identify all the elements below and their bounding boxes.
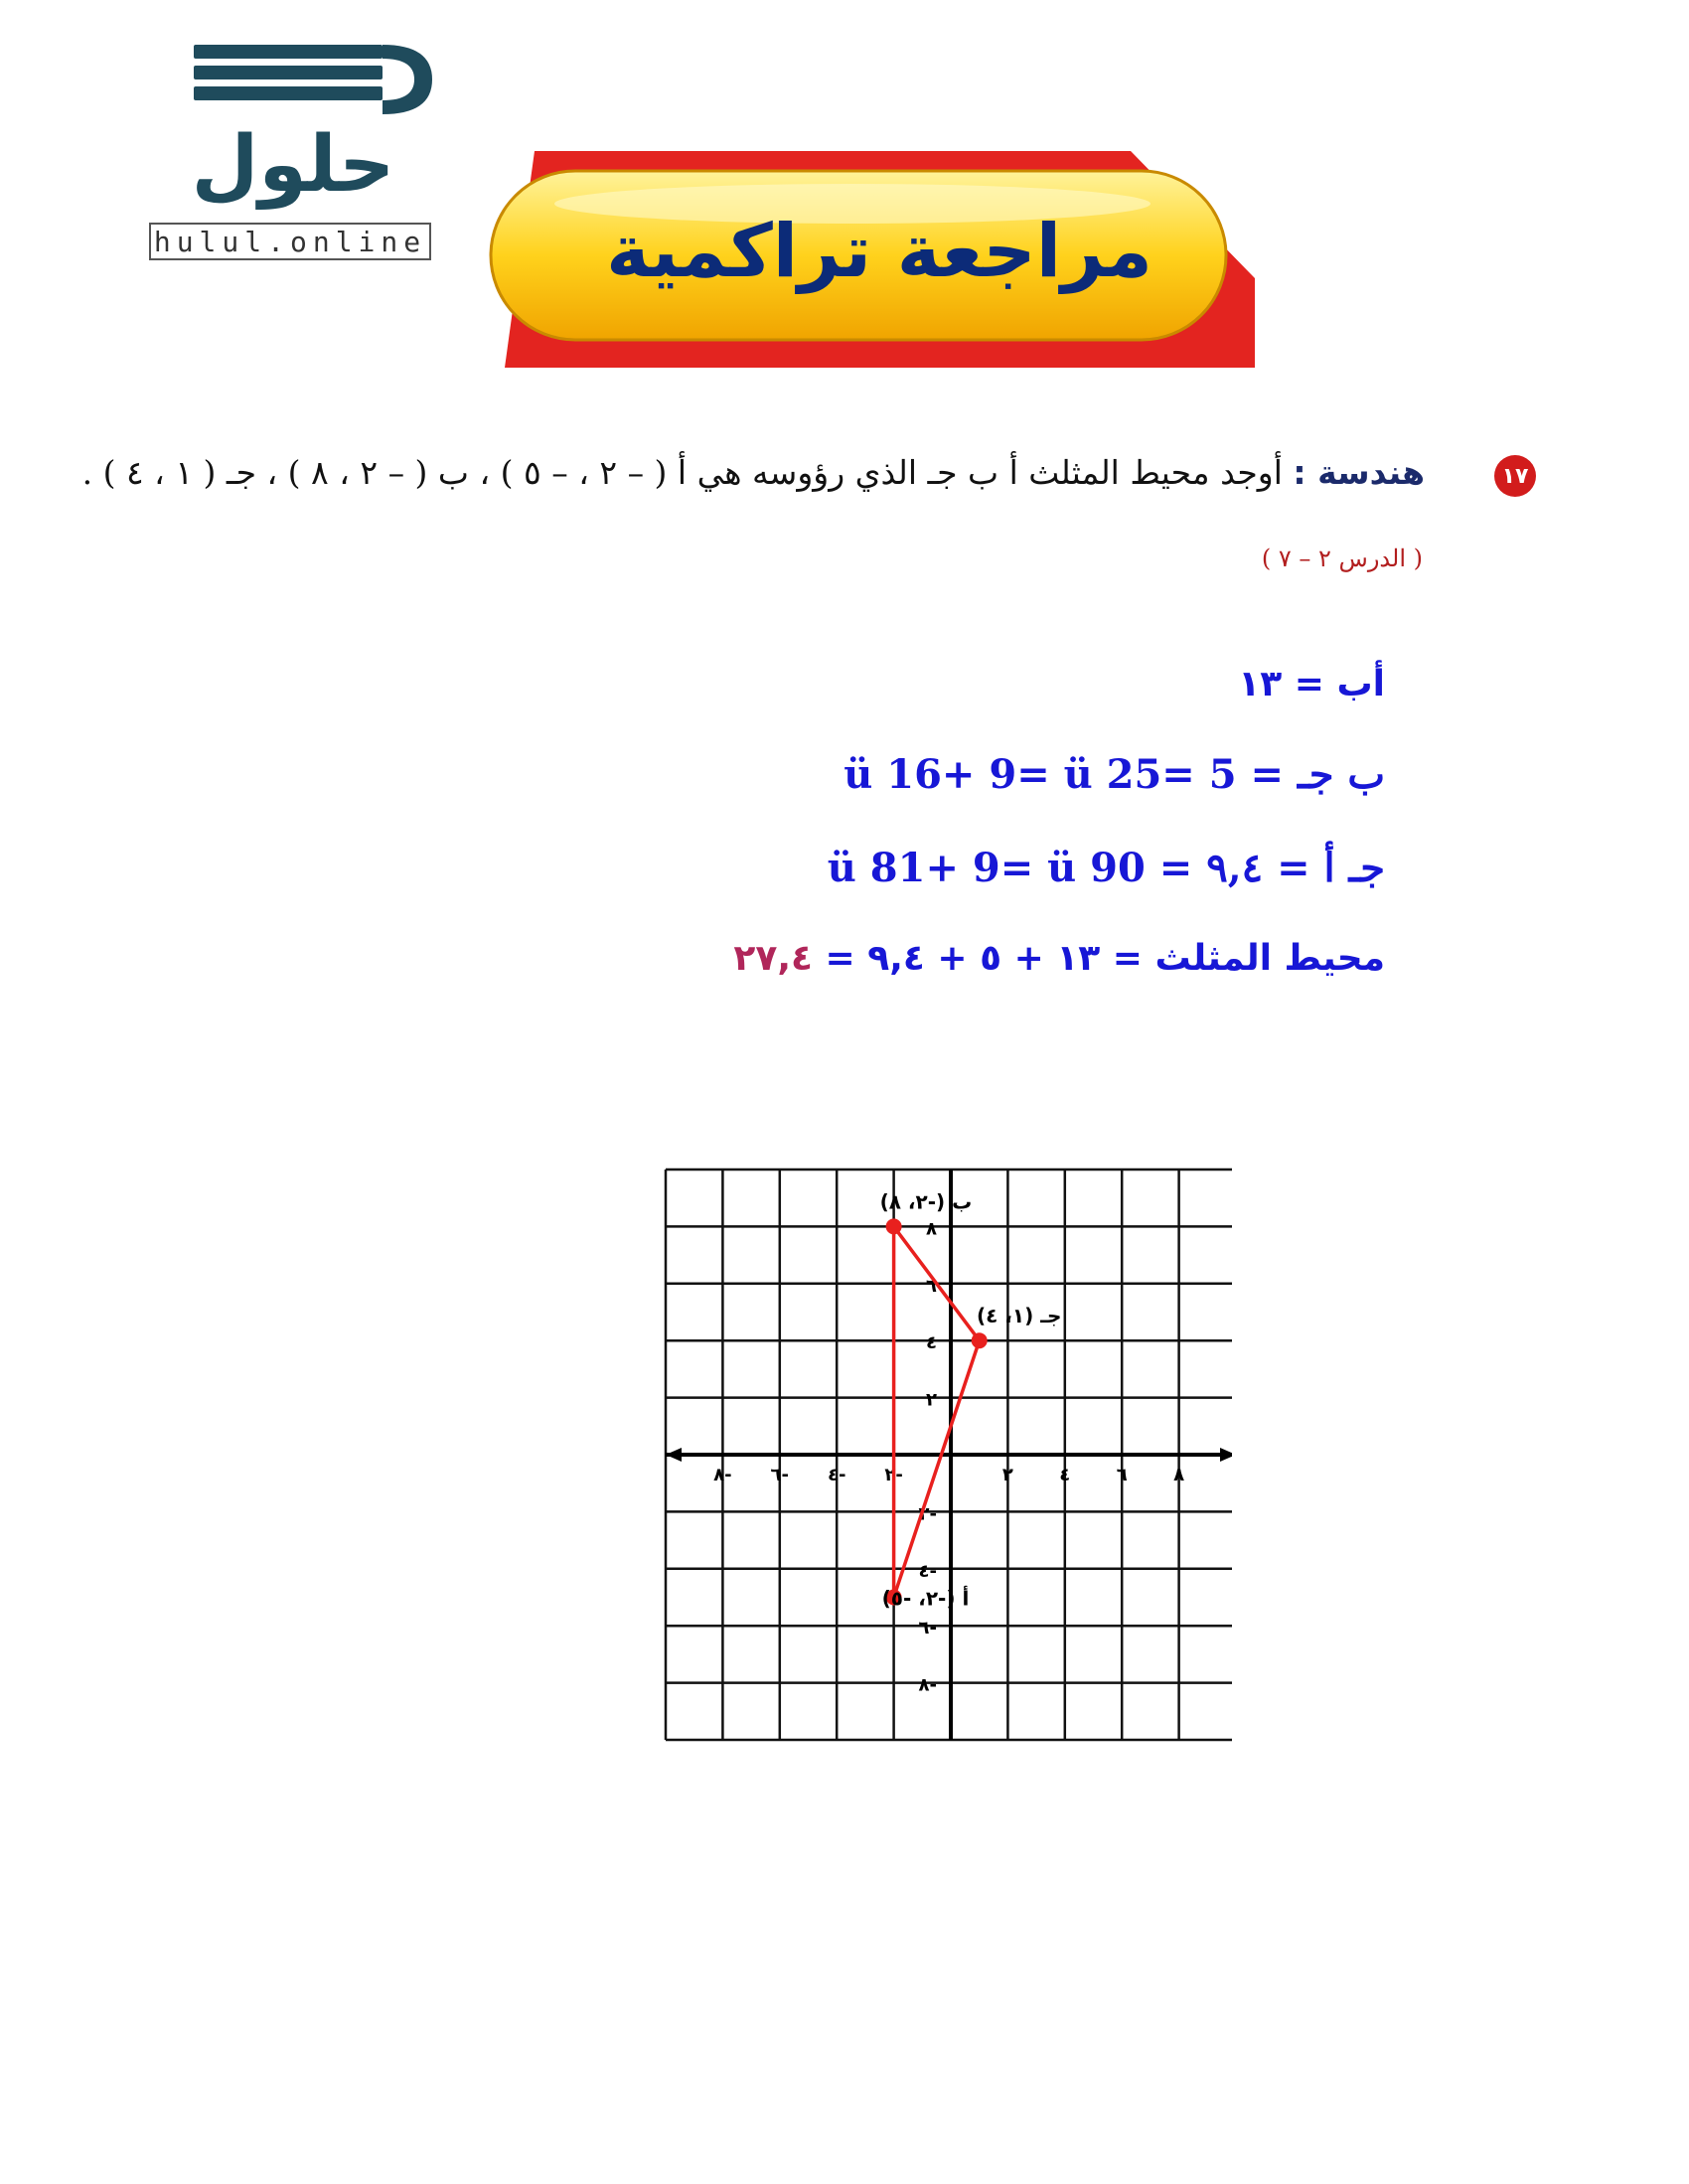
x-tick-label: ٢: [1001, 1465, 1013, 1485]
question-topic: هندسة :: [1293, 453, 1425, 492]
solution-bc-expression: ü 16+ 9= ü 25= 5: [844, 751, 1237, 798]
y-tick-label: ٤: [926, 1332, 937, 1354]
y-tick-label: ٢-: [918, 1503, 937, 1525]
x-tick-label: ٤: [1059, 1465, 1071, 1485]
x-tick-label: ٨-: [713, 1465, 732, 1485]
triangle-layer: [880, 1189, 1062, 1610]
y-tick-label: ٦: [926, 1275, 937, 1297]
x-axis-arrow-right: [1220, 1448, 1232, 1462]
y-tick-label: ٨-: [918, 1674, 937, 1696]
lesson-reference: ( الدرس ٢ – ٧ ): [1261, 545, 1423, 572]
triangle-vertex: [972, 1332, 988, 1348]
solution-perimeter-label: محيط المثلث = ١٣ + ٥ + ٩,٤ =: [825, 938, 1385, 979]
question-text-line: [81, 453, 1425, 492]
coordinate-plane-chart: [656, 1158, 1232, 1744]
vertex-label: جـ (١، ٤): [976, 1304, 1062, 1328]
solution-perimeter: [733, 938, 1385, 979]
solution-ca-label: جـ أ =: [1277, 845, 1385, 891]
solution-bc-label: ب جـ =: [1250, 751, 1385, 798]
solution-ca-expression: ü 81+ 9= ü 90 = ٩,٤: [827, 845, 1264, 891]
solution-ab: أب = ١٣: [1238, 664, 1385, 704]
vertex-label: ب (-٢، ٨): [879, 1189, 973, 1214]
x-axis-arrow-left: [666, 1448, 682, 1462]
solution-ca: [828, 845, 1385, 891]
site-url: hulul.online: [149, 223, 431, 260]
y-tick-label: ٤-: [918, 1560, 937, 1582]
triangle-vertex: [886, 1218, 902, 1234]
vertex-label: أ (-٢، -٥): [881, 1586, 970, 1611]
banner-title: مراجعة تراكمية: [606, 209, 1152, 294]
solution-bc: [844, 751, 1385, 798]
y-tick-label: ٨: [926, 1218, 937, 1240]
triangle-side: [894, 1340, 980, 1597]
y-tick-label: ٦-: [918, 1618, 937, 1639]
solution-perimeter-value: ٢٧,٤: [733, 938, 813, 979]
y-tick-label: ٢: [926, 1389, 937, 1411]
x-tick-label: ٦-: [770, 1465, 790, 1485]
x-tick-label: ٦: [1116, 1465, 1128, 1485]
logo-brand-text: حلول: [191, 120, 395, 210]
axes-layer: [666, 1170, 1232, 1740]
question-text: أوجد محيط المثلث أ ب جـ الذي رؤوسه هي أ ( – ٢ ، – ٥ ) ، ب ( – ٢ ، ٨ ) ، جـ ( ١ ، ٤ ) .: [81, 453, 1283, 492]
x-tick-label: ٤-: [827, 1465, 846, 1485]
x-tick-label: ٨: [1173, 1465, 1185, 1485]
question-number-badge: ١٧: [1494, 455, 1536, 497]
x-tick-label: ٢-: [884, 1465, 903, 1485]
